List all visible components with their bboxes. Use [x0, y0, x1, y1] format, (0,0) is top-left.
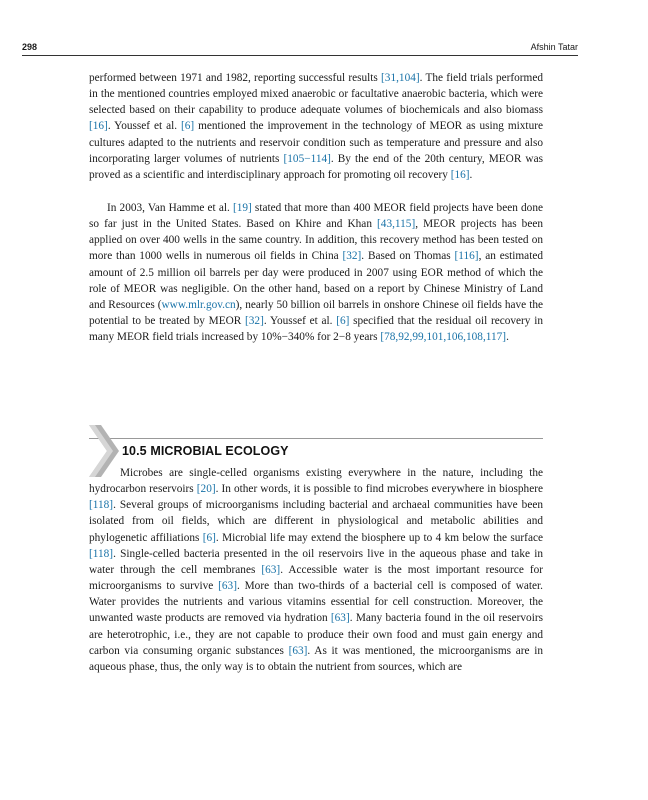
- paragraph-2: [89, 200, 543, 345]
- citation-link[interactable]: [105−114]: [283, 152, 331, 165]
- body-text: . Based on Thomas: [361, 250, 455, 263]
- citation-link[interactable]: [32]: [245, 315, 264, 328]
- body-text: specified that the residual oil recovery in many MEOR field trials increased by 10%−340% for 2−8 years: [89, 315, 543, 344]
- citation-link[interactable]: [16]: [89, 120, 108, 133]
- body-text: , an estimated amount of 2.5 million oil barrels per day were produced in 2007 using EOR method of which the role of MEOR was negligible. On the other hand, based on a report by Chinese Ministry of Land and Resources (: [89, 250, 543, 311]
- section-heading: [122, 444, 289, 458]
- header-rule: [22, 55, 578, 56]
- citation-link[interactable]: [16]: [450, 168, 470, 181]
- section-title: MICROBIAL ECOLOGY: [150, 444, 289, 458]
- body-text: . Microbial life may extend the biosphere up to 4 km below the surface: [215, 531, 543, 544]
- running-header: [22, 42, 578, 56]
- citation-link[interactable]: [118]: [89, 499, 114, 512]
- citation-link[interactable]: [78,92,99,101,106,108,117]: [380, 331, 507, 344]
- section-number: 10.5: [122, 444, 147, 458]
- citation-link[interactable]: [20]: [196, 483, 216, 496]
- body-text: Microbes are single-celled organisms existing everywhere in the nature, including the hydrocarbon reservoirs: [89, 467, 543, 496]
- citation-link[interactable]: [63]: [218, 580, 237, 593]
- section-rule: [89, 438, 543, 439]
- citation-link[interactable]: [6]: [180, 120, 195, 133]
- citation-link[interactable]: [19]: [232, 202, 252, 214]
- body-text: . Youssef et al.: [107, 120, 181, 133]
- citation-link[interactable]: [6]: [202, 531, 216, 544]
- paragraph-1: [89, 70, 543, 183]
- body-text: . Accessible water is the most important resource for microorganisms to survive: [89, 563, 543, 593]
- body-text: . Youssef et al.: [263, 315, 337, 328]
- citation-link[interactable]: [6]: [336, 315, 350, 328]
- body-text: ), nearly 50 billion oil barrels in onshore Chinese oil fields have the potential to be treated by MEOR: [89, 298, 543, 328]
- paragraph-3: [89, 465, 543, 675]
- body-text: . More than two-thirds of a bacterial cell is composed of water. Water provides the nutrients and various vitamins essential for cell construction. Moreover, the unwanted waste products are removed via hydration: [89, 580, 543, 625]
- body-text: performed between 1971 and 1982, reporting successful results: [89, 72, 382, 84]
- body-text: , MEOR projects has been applied on over 400 wells in the same country. In addition, this recovery method has been tested on more than 1000 wells in numerous oil fields in China: [89, 218, 543, 263]
- body-text: . As it was mentioned, the microorganisms are in aqueous phase, thus, the only way is to obtain the nutrient from sources, which are: [89, 644, 543, 673]
- body-text: . In other words, it is possible to find microbes everywhere in biosphere: [215, 483, 543, 496]
- body-text: . Several groups of microorganisms including bacterial and archaeal communities have been isolated from oil fields, which are different in physiological and metabolic abilities and phylogenetic affiliations: [89, 499, 543, 544]
- body-text: . The field trials performed in the mentioned countries employed mixed anaerobic or facultative anaerobic bacteria, which were selected based on their capability to produce adequate volumes of biochemicals and also biomass: [89, 72, 543, 117]
- citation-link[interactable]: [43,115]: [377, 218, 416, 231]
- citation-link[interactable]: www.mlr.gov.cn: [161, 298, 236, 311]
- page-number: 298: [22, 42, 38, 52]
- citation-link[interactable]: [63]: [261, 563, 281, 576]
- body-text: stated that more than 400 MEOR field projects have been done so far just in the United States. Based on Khire and Khan: [89, 202, 543, 231]
- body-text: .: [506, 331, 509, 344]
- citation-link[interactable]: [116]: [454, 250, 479, 263]
- body-text: In 2003, Van Hamme et al.: [107, 202, 233, 214]
- citation-link[interactable]: [31,104]: [381, 72, 420, 84]
- body-text: . Single-celled bacteria presented in the oil reservoirs live in the aqueous phase and take in water through the cell membranes: [89, 547, 543, 576]
- body-text: .: [469, 168, 473, 181]
- citation-link[interactable]: [32]: [342, 250, 362, 263]
- body-text: . By the end of the 20th century, MEOR was proved as a scientific and interdisciplinary approach for promoting oil recovery: [89, 152, 543, 181]
- citation-link[interactable]: [63]: [288, 644, 308, 657]
- citation-link[interactable]: [118]: [89, 547, 114, 560]
- running-header-author: Afshin Tatar: [530, 42, 578, 52]
- body-text: mentioned the improvement in the technology of MEOR as using mixture cultures adapted to the nutrients and reservoir condition such as temperature and pressure and also incorporating larger volumes of nutrients: [89, 120, 543, 165]
- body-text: . Many bacteria found in the oil reservoirs are heterotrophic, i.e., they are not capable to produce their own food and must gain energy and carbon via consuming organic substances: [89, 612, 543, 657]
- citation-link[interactable]: [63]: [330, 612, 350, 625]
